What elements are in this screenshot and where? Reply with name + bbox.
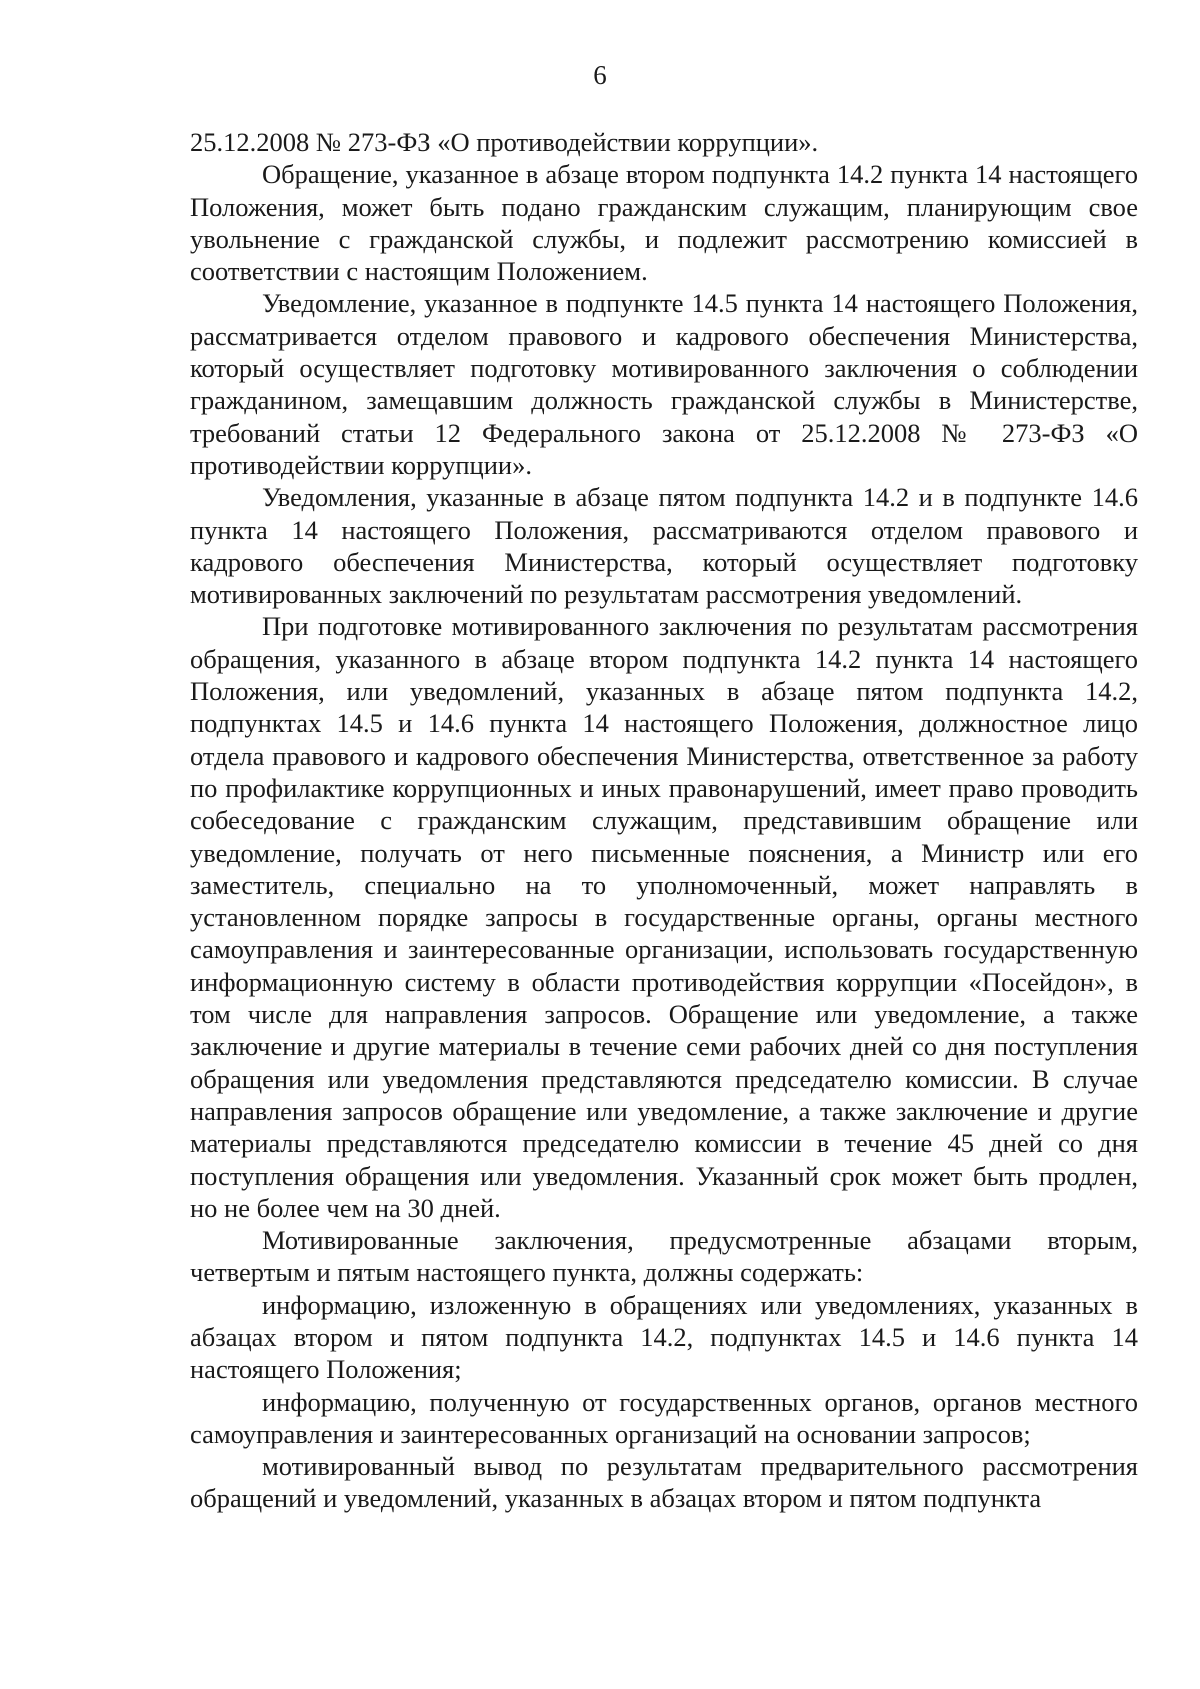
paragraph-appeal: Обращение, указанное в абзаце втором подпункта 14.2 пункта 14 настоящего Положения, может быть подано гражданским служащим, планирующим свое увольнение с гражданской службы, и подлежит рассмотрению комиссией в соответствии с настоящим Положением. [190, 159, 1138, 287]
paragraph-notice-14-5: Уведомление, указанное в подпункте 14.5 пункта 14 настоящего Положения, рассматривается отделом правового и кадрового обеспечения Министерства, который осуществляет подготовку мотивированного заключения о соблюдении гражданином, замещавшим должность гражданской службы в Министерстве, требований статьи 12 Федерального закона от 25.12.2008 № 273-ФЗ «О противодействии коррупции». [190, 288, 1138, 480]
paragraph-notices-14-2-14-6: Уведомления, указанные в абзаце пятом подпункта 14.2 и в подпункте 14.6 пункта 14 настоящего Положения, рассматриваются отделом правового и кадрового обеспечения Министерства, который осуществляет подготовку мотивированных заключений по результатам рассмотрения уведомлений. [190, 482, 1138, 610]
paragraph-continuation: 25.12.2008 № 273-ФЗ «О противодействии коррупции». [190, 127, 819, 157]
document-body [190, 126, 1138, 1515]
paragraph-conclusions-content: Мотивированные заключения, предусмотренные абзацами вторым, четвертым и пятым настоящего пункта, должны содержать: [190, 1225, 1138, 1288]
paragraph-preparation: При подготовке мотивированного заключения по результатам рассмотрения обращения, указанного в абзаце втором подпункта 14.2 пункта 14 настоящего Положения, или уведомлений, указанных в абзаце пятом подпункта 14.2, подпунктах 14.5 и 14.6 пункта 14 настоящего Положения, должностное лицо отдела правового и кадрового обеспечения Министерства, ответственное за работу по профилактике коррупционных и иных правонарушений, имеет право проводить собеседование с гражданским служащим, представившим обращение или уведомление, получать от него письменные пояснения, а Министр или его заместитель, специально на то уполномоченный, может направлять в установленном порядке запросы в государственные органы, органы местного самоуправления и заинтересованные организации, использовать государственную информационную систему в области противодействия коррупции «Посейдон», в том числе для направления запросов. Обращение или уведомление, а также заключение и другие материалы в течение семи рабочих дней со дня поступления обращения или уведомления представляются председателю комиссии. В случае направления запросов обращение или уведомление, а также заключение и другие материалы представляются председателю комиссии в течение 45 дней со дня поступления обращения или уведомления. Указанный срок может быть продлен, но не более чем на 30 дней. [190, 611, 1138, 1223]
page-number: 6 [593, 60, 607, 90]
paragraph-item-information: информацию, изложенную в обращениях или уведомлениях, указанных в абзацах втором и пятом подпункта 14.2, подпунктах 14.5 и 14.6 пункта 14 настоящего Положения; [190, 1289, 1138, 1385]
paragraph-item-received-information: информацию, полученную от государственных органов, органов местного самоуправления и заинтересованных организаций на основании запросов; [190, 1386, 1138, 1449]
paragraph-item-conclusion: мотивированный вывод по результатам предварительного рассмотрения обращений и уведомлений, указанных в абзацах втором и пятом подпункта [190, 1451, 1138, 1514]
